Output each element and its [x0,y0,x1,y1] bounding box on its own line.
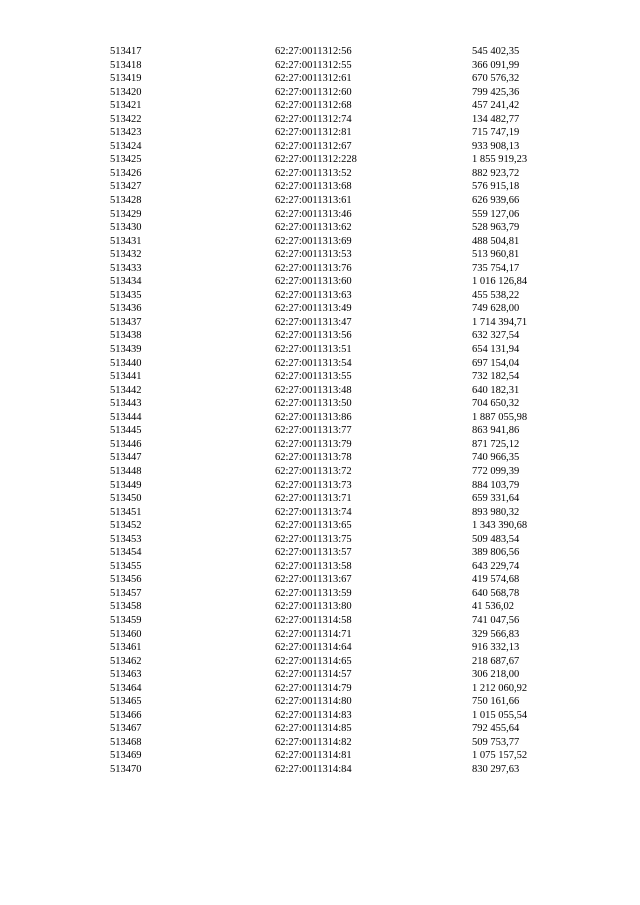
table-row [110,600,582,614]
cadastral-number: 62:27:0011314:85 [275,723,352,735]
record-table [110,45,582,777]
record-number: 513454 [110,547,142,559]
cadastral-number: 62:27:0011313:80 [275,601,352,613]
table-row [110,59,582,73]
table-row [110,221,582,235]
record-number: 513438 [110,330,142,342]
record-number: 513443 [110,398,142,410]
cadastral-number: 62:27:0011313:72 [275,465,352,477]
cadastral-value: 1 212 060,92 [472,682,528,694]
table-row [110,438,582,452]
record-number: 513418 [110,59,142,71]
cadastral-number: 62:27:0011313:52 [275,167,352,179]
cadastral-value: 455 538,22 [472,289,520,301]
record-number: 513451 [110,506,142,518]
table-row [110,248,582,262]
record-number: 513424 [110,140,142,152]
cadastral-value: 366 091,99 [472,59,520,71]
cadastral-value: 1 887 055,98 [472,411,528,423]
table-row [110,573,582,587]
cadastral-number: 62:27:0011313:75 [275,533,352,545]
table-row [110,140,582,154]
cadastral-number: 62:27:0011313:71 [275,493,352,505]
table-row [110,655,582,669]
cadastral-number: 62:27:0011313:76 [275,262,352,274]
table-row [110,668,582,682]
record-number: 513434 [110,276,142,288]
table-row [110,641,582,655]
cadastral-value: 329 566,83 [472,628,520,640]
record-number: 513465 [110,696,142,708]
cadastral-value: 488 504,81 [472,235,520,247]
cadastral-number: 62:27:0011313:59 [275,587,352,599]
record-number: 513469 [110,750,142,762]
table-row [110,682,582,696]
cadastral-value: 871 725,12 [472,438,520,450]
table-row [110,465,582,479]
table-row [110,370,582,384]
record-number: 513450 [110,493,142,505]
table-row [110,560,582,574]
cadastral-number: 62:27:0011313:61 [275,195,352,207]
table-row [110,99,582,113]
cadastral-number: 62:27:0011313:55 [275,371,352,383]
table-row [110,235,582,249]
record-number: 513430 [110,222,142,234]
record-number: 513441 [110,371,142,383]
cadastral-value: 704 650,32 [472,398,520,410]
cadastral-value: 732 182,54 [472,371,520,383]
cadastral-value: 830 297,63 [472,763,520,775]
cadastral-number: 62:27:0011313:62 [275,222,352,234]
record-number: 513420 [110,86,142,98]
cadastral-value: 882 923,72 [472,167,520,179]
cadastral-value: 933 908,13 [472,140,520,152]
cadastral-value: 509 753,77 [472,736,520,748]
cadastral-number: 62:27:0011314:64 [275,642,352,654]
table-row [110,424,582,438]
table-row [110,506,582,520]
cadastral-value: 792 455,64 [472,723,520,735]
table-row [110,180,582,194]
cadastral-value: 741 047,56 [472,614,520,626]
cadastral-number: 62:27:0011314:71 [275,628,352,640]
cadastral-number: 62:27:0011313:78 [275,452,352,464]
cadastral-number: 62:27:0011313:51 [275,344,352,356]
cadastral-value: 916 332,13 [472,642,520,654]
record-number: 513419 [110,73,142,85]
record-number: 513436 [110,303,142,315]
table-row [110,302,582,316]
table-row [110,722,582,736]
record-number: 513428 [110,195,142,207]
cadastral-number: 62:27:0011313:86 [275,411,352,423]
record-number: 513452 [110,520,142,532]
cadastral-value: 509 483,54 [472,533,520,545]
record-number: 513423 [110,127,142,139]
cadastral-value: 772 099,39 [472,465,520,477]
table-row [110,86,582,100]
record-number: 513447 [110,452,142,464]
record-number: 513462 [110,655,142,667]
cadastral-value: 545 402,35 [472,46,520,57]
table-row [110,519,582,533]
cadastral-value: 632 327,54 [472,330,520,342]
table-row [110,628,582,642]
record-number: 513437 [110,316,142,328]
table-row [110,208,582,222]
table-row [110,194,582,208]
cadastral-number: 62:27:0011314:57 [275,669,352,681]
cadastral-value: 1 714 394,71 [472,316,528,328]
cadastral-number: 62:27:0011312:74 [275,113,352,125]
cadastral-value: 735 754,17 [472,262,520,274]
cadastral-value: 1 016 126,84 [472,276,528,288]
record-number: 513457 [110,587,142,599]
cadastral-value: 893 980,32 [472,506,520,518]
table-row [110,763,582,777]
record-number: 513449 [110,479,142,491]
cadastral-number: 62:27:0011314:83 [275,709,352,721]
record-number: 513463 [110,669,142,681]
record-number: 513429 [110,208,142,220]
record-number: 513421 [110,100,142,112]
record-number: 513460 [110,628,142,640]
cadastral-number: 62:27:0011313:65 [275,520,352,532]
cadastral-value: 218 687,67 [472,655,520,667]
record-number: 513467 [110,723,142,735]
cadastral-value: 576 915,18 [472,181,520,193]
cadastral-number: 62:27:0011313:54 [275,357,352,369]
cadastral-number: 62:27:0011313:46 [275,208,352,220]
table-row [110,451,582,465]
cadastral-value: 863 941,86 [472,425,520,437]
cadastral-number: 62:27:0011312:60 [275,86,352,98]
table-row [110,357,582,371]
cadastral-value: 799 425,36 [472,86,520,98]
record-number: 513446 [110,438,142,450]
cadastral-number: 62:27:0011314:58 [275,614,352,626]
cadastral-number: 62:27:0011313:69 [275,235,352,247]
cadastral-number: 62:27:0011312:56 [275,46,352,57]
cadastral-number: 62:27:0011313:47 [275,316,352,328]
cadastral-number: 62:27:0011312:228 [275,154,357,166]
table-row [110,695,582,709]
record-number: 513431 [110,235,142,247]
cadastral-number: 62:27:0011312:81 [275,127,352,139]
cadastral-number: 62:27:0011314:79 [275,682,352,694]
cadastral-value: 389 806,56 [472,547,520,559]
record-number: 513417 [110,46,142,57]
table-row [110,153,582,167]
cadastral-number: 62:27:0011312:55 [275,59,352,71]
cadastral-value: 654 131,94 [472,344,520,356]
table-row [110,546,582,560]
cadastral-value: 41 536,02 [472,601,514,613]
cadastral-number: 62:27:0011313:48 [275,384,352,396]
cadastral-value: 1 855 919,23 [472,154,528,166]
cadastral-value: 640 182,31 [472,384,520,396]
record-number: 513442 [110,384,142,396]
cadastral-value: 715 747,19 [472,127,520,139]
cadastral-number: 62:27:0011314:81 [275,750,352,762]
cadastral-number: 62:27:0011313:73 [275,479,352,491]
table-row [110,72,582,86]
cadastral-value: 1 343 390,68 [472,520,528,532]
table-row [110,45,582,59]
cadastral-number: 62:27:0011313:53 [275,249,352,261]
cadastral-value: 134 482,77 [472,113,520,125]
table-row [110,384,582,398]
cadastral-number: 62:27:0011313:50 [275,398,352,410]
table-row [110,479,582,493]
cadastral-value: 626 939,66 [472,195,520,207]
cadastral-value: 1 015 055,54 [472,709,528,721]
cadastral-number: 62:27:0011312:61 [275,73,352,85]
table-row [110,262,582,276]
cadastral-value: 419 574,68 [472,574,520,586]
cadastral-value: 643 229,74 [472,560,520,572]
table-row [110,533,582,547]
record-number: 513444 [110,411,142,423]
cadastral-value: 306 218,00 [472,669,520,681]
cadastral-value: 640 568,78 [472,587,520,599]
table-row [110,275,582,289]
table-row [110,316,582,330]
table-row [110,113,582,127]
record-number: 513432 [110,249,142,261]
cadastral-value: 740 966,35 [472,452,520,464]
table-row [110,709,582,723]
cadastral-value: 697 154,04 [472,357,520,369]
cadastral-number: 62:27:0011313:74 [275,506,352,518]
table-row [110,397,582,411]
cadastral-number: 62:27:0011313:58 [275,560,352,572]
cadastral-number: 62:27:0011313:63 [275,289,352,301]
cadastral-number: 62:27:0011312:67 [275,140,352,152]
cadastral-number: 62:27:0011314:82 [275,736,352,748]
cadastral-number: 62:27:0011313:60 [275,276,352,288]
table-row [110,492,582,506]
cadastral-value: 559 127,06 [472,208,520,220]
cadastral-value: 750 161,66 [472,696,520,708]
record-table-body [110,45,582,777]
cadastral-value: 513 960,81 [472,249,520,261]
cadastral-number: 62:27:0011313:77 [275,425,352,437]
record-number: 513433 [110,262,142,274]
cadastral-number: 62:27:0011314:80 [275,696,352,708]
table-row [110,411,582,425]
cadastral-value: 659 331,64 [472,493,520,505]
record-number: 513464 [110,682,142,694]
record-number: 513468 [110,736,142,748]
cadastral-number: 62:27:0011313:57 [275,547,352,559]
cadastral-number: 62:27:0011313:68 [275,181,352,193]
table-row [110,289,582,303]
record-number: 513426 [110,167,142,179]
cadastral-value: 749 628,00 [472,303,520,315]
table-row [110,167,582,181]
cadastral-number: 62:27:0011314:65 [275,655,352,667]
table-row [110,749,582,763]
record-number: 513461 [110,642,142,654]
table-row [110,614,582,628]
cadastral-number: 62:27:0011313:67 [275,574,352,586]
record-number: 513458 [110,601,142,613]
cadastral-value: 670 576,32 [472,73,520,85]
record-number: 513422 [110,113,142,125]
record-number: 513440 [110,357,142,369]
table-row [110,736,582,750]
record-number: 513455 [110,560,142,572]
record-number: 513470 [110,763,142,775]
cadastral-value: 1 075 157,52 [472,750,528,762]
table-row [110,329,582,343]
record-number: 513456 [110,574,142,586]
record-number: 513453 [110,533,142,545]
cadastral-number: 62:27:0011314:84 [275,763,352,775]
table-row [110,343,582,357]
cadastral-value: 528 963,79 [472,222,520,234]
cadastral-number: 62:27:0011313:56 [275,330,352,342]
record-number: 513425 [110,154,142,166]
record-number: 513427 [110,181,142,193]
table-row [110,126,582,140]
cadastral-value: 457 241,42 [472,100,520,112]
record-number: 513459 [110,614,142,626]
record-number: 513466 [110,709,142,721]
record-number: 513439 [110,344,142,356]
record-number: 513435 [110,289,142,301]
cadastral-value: 884 103,79 [472,479,520,491]
cadastral-number: 62:27:0011313:49 [275,303,352,315]
table-row [110,587,582,601]
cadastral-number: 62:27:0011312:68 [275,100,352,112]
record-number: 513445 [110,425,142,437]
record-number: 513448 [110,465,142,477]
cadastral-number: 62:27:0011313:79 [275,438,352,450]
